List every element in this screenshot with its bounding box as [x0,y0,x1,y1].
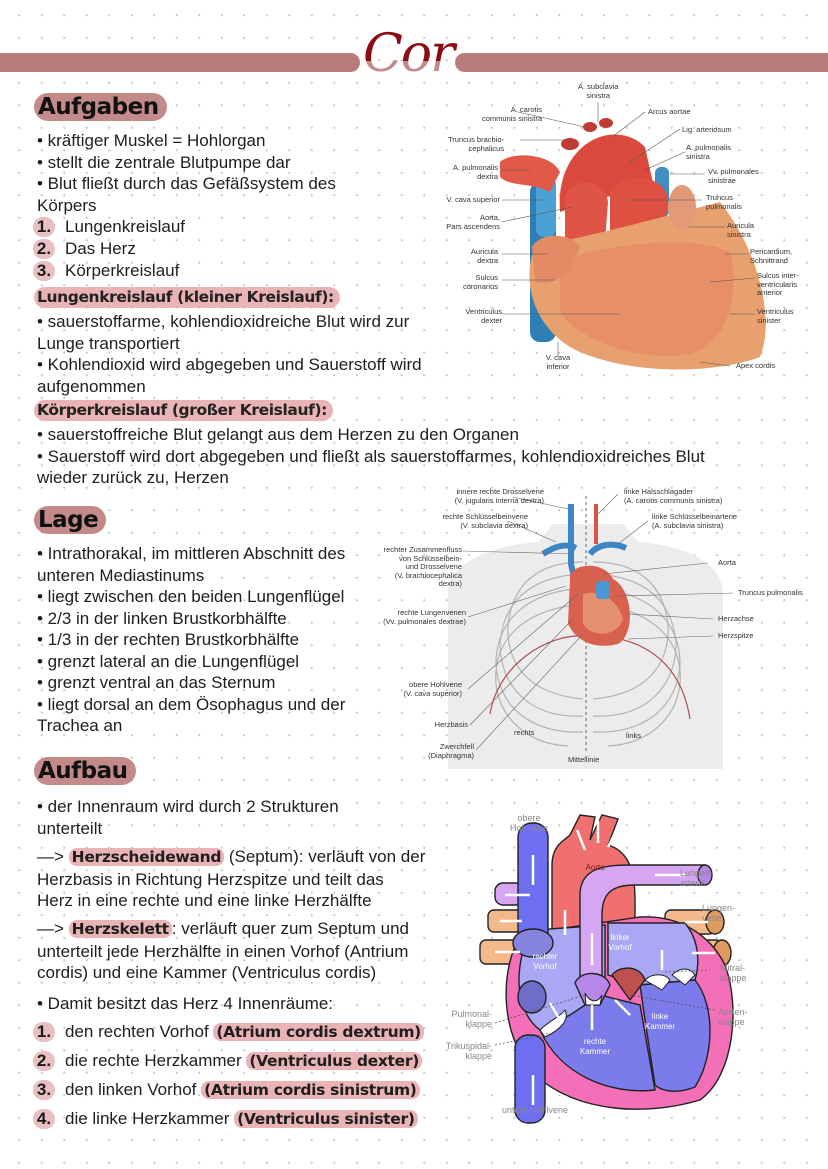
label-herzspitze: Herzspitze [718,631,754,640]
list-number: 1. [33,217,55,237]
aufgaben-bullet: Körpers [37,195,97,215]
text-line: • liegt dorsal an dem Ösophagus und der [37,694,346,714]
list-number: 3. [33,261,55,281]
text-line: • Kohlendioxid wird abgegeben und Sauerstoff wird [37,355,422,374]
label-vv-pulmonales-dextrae: rechte Lungenvenen (Vv. pulmonales dextrae) [383,608,466,626]
aufgaben-list-item [33,238,136,260]
aufbau-septum [37,846,425,912]
text-line: • 1/3 in der rechten Brustkorbhälfte [37,630,300,649]
label-v-cava-inferior: V. cava inferior [545,353,571,371]
label-lungenvene: Lungen- vene [702,903,736,923]
section-heading-lage: Lage [34,506,106,534]
text-line: aufgenommen [37,376,146,396]
label-ventriculus-dexter: Ventriculus dexter [465,307,502,325]
chamber-list-item [33,1108,418,1131]
text-line: • sauerstoffreiche Blut gelangt aus dem Herzen zu den Organen [37,425,519,444]
text-line: unteren Mediastinums [37,565,205,585]
label-herzbasis: Herzbasis [434,720,468,729]
label-truncus-brachiocephalicus: Truncus brachio- cephalicus [448,135,504,153]
list-item-text: Das Herz [65,239,136,258]
text-line: • liegt zwischen den beiden Lungenflügel [37,587,345,606]
heart-anatomy-figure [440,82,828,380]
label-aorta-schematic: Aorta [585,863,605,872]
section-heading-aufbau: Aufbau [34,757,136,785]
latin-term-highlight: (Ventriculus sinister) [234,1110,418,1128]
label-a-pulmonalis-sinistra: A. pulmonalis sinistra [686,143,732,161]
text-line: Herzbasis in Richtung Herzspitze und teilt das [37,869,384,889]
label-v-jugularis-interna: innere rechte Drosselvene (V. jugularis interna dextra) [454,487,544,505]
label-v-brachiocephalica: rechter Zusammenfluss von Schlüsselbein- und Drosselvene (V. brachiocephalica dextra) [383,545,462,588]
header-banner-left [0,53,360,72]
list-number: 2. [33,1051,55,1071]
list-item-text: die rechte Herzkammer [65,1051,247,1070]
aufbau-skelett [37,918,409,984]
list-number: 3. [33,1080,55,1100]
heart-anatomy-illustration [440,82,828,380]
text-fragment: : verläuft quer zum Septum und [171,919,409,938]
label-v-cava-superior-2: obere Hohlvene (V. cava superior) [403,680,462,698]
label-pericardium: Pericardium, Schnittrand [750,247,793,265]
list-number: 4. [33,1109,55,1129]
label-a-subclavia-sinistra: A. subclavia sinistra [578,82,619,100]
aufgaben-list-item [33,260,179,282]
text-line: • grenzt ventral an das Sternum [37,673,276,692]
subheading-koerperkreislauf: Körperkreislauf (großer Kreislauf): [34,400,333,421]
label-lig-arteriosum: Lig. arteriosum [682,125,732,134]
aufgaben-bullet: • Blut fließt durch das Gefäßsystem des [37,174,336,193]
header-banner-right [455,53,828,72]
page-title: Cor [358,18,458,90]
subheading-lungenkreislauf: Lungenkreislauf (kleiner Kreislauf): [34,287,340,308]
text-line: unterteilt [37,818,103,838]
label-auricula-dextra: Auricula dextra [470,247,498,265]
label-mitralklappe: Mitral- klappe [720,963,747,983]
list-number: 2. [33,239,55,259]
text-line: wieder zurück zu, Herzen [37,468,229,487]
label-aorta-pars-ascendens: Aorta, Pars ascendens [446,213,500,231]
list-item-text: die linke Herzkammer [65,1109,235,1128]
list-item-text: den linken Vorhof [65,1080,202,1099]
label-herzachse: Herzachse [718,614,754,623]
term-highlight-herzscheidewand: Herzscheidewand [69,848,224,866]
text-line: Trachea an [37,716,123,735]
term-highlight-herzskelett: Herzskelett [69,920,172,938]
label-truncus-pulmonalis: Truncus pulmonalis [706,193,742,211]
label-a-carotis: A. carotis communis sinistra [481,105,542,123]
label-v-cava-superior: V. cava superior [446,195,500,204]
label-obere-hohlvene: obere Hohlvene [509,813,549,833]
label-untere-hohlvene: untere Hohlvene [501,1105,569,1115]
label-aorta-2: Aorta [718,558,736,567]
label-rechts: rechts [514,728,535,737]
list-number: 1. [33,1022,55,1042]
koerperkreislauf-text [37,424,705,489]
text-line: cordis) und eine Kammer (Ventriculus cordis) [37,963,377,982]
label-vv-pulmonales-sinistrae: Vv. pulmonales sinistrae [708,167,759,185]
lungenkreislauf-text [37,311,422,397]
list-item-text: Lungenkreislauf [65,217,186,236]
label-a-subclavia-sinistra-2: linke Schlüsselbeinarterie (A. subclavia sinistra) [652,512,738,530]
aufbau-intro [37,796,339,839]
latin-term-highlight: (Atrium cordis dextrum) [213,1023,424,1041]
label-arcus-aortae: Arcus aortae [648,107,691,116]
label-apex-cordis: Apex cordis [736,361,776,370]
label-linke-kammer: linke Kammer [644,1012,676,1031]
section-heading-aufgaben: Aufgaben [34,93,167,121]
label-a-carotis-communis: linke Halsschlagader (A. carotis communis sinistra) [624,487,723,505]
arrow-symbol: —> [37,847,64,866]
text-line: • grenzt lateral an die Lungenflügel [37,651,300,671]
aufbau-summary: • Damit besitzt das Herz 4 Innenräume: [37,994,334,1013]
aufgaben-bullets [37,130,336,216]
thorax-position-figure [378,484,828,769]
label-links: links [626,731,642,740]
label-rechte-kammer: rechte Kammer [579,1037,611,1056]
text-line: Lunge transportiert [37,333,180,353]
heart-schematic-figure [440,805,770,1125]
label-a-pulmonalis-dextra: A. pulmonalis dextra [452,163,498,181]
label-trikuspidalklappe: Trikuspidal- klappe [445,1041,492,1061]
label-auricula-sinistra: Auricula sinistra [727,221,755,239]
text-line [37,846,425,869]
label-lungenarterie: Lungen- arterie [680,868,714,888]
text-line: • Sauerstoff wird dort abgegeben und fließt als sauerstoffarmes, kohlendioxidreiches Blut [37,446,705,466]
chamber-list-item [33,1021,424,1044]
label-truncus-pulmonalis-2: Truncus pulmonalis [738,588,803,597]
label-rechter-vorhof: rechter Vorhof [532,952,558,971]
text-line: • 2/3 in der linken Brustkorbhälfte [37,608,287,628]
latin-term-highlight: (Atrium cordis sinistrum) [201,1081,419,1099]
text-line: Herz in eine rechte und eine linke Herzhälfte [37,891,372,910]
text-line: unterteilt jede Herzhälfte in einen Vorhof (Antrium [37,941,409,961]
text-line: • der Innenraum wird durch 2 Strukturen [37,797,339,816]
chamber-list-item [33,1050,422,1073]
text-line [37,918,409,941]
text-line: • sauerstoffarme, kohlendioxidreiche Blut wird zur [37,312,410,331]
label-v-subclavia-dextra: rechte Schlüsselbeinvene (V. subclavia dextra) [442,512,528,530]
label-linker-vorhof: linker Vorhof [608,933,632,952]
chamber-list-item [33,1079,420,1102]
aufgaben-bullet: • stellt die zentrale Blutpumpe dar [37,152,291,172]
arrow-symbol: —> [37,919,64,938]
list-item-text: den rechten Vorhof [65,1022,214,1041]
list-item-text: Körperkreislauf [65,261,180,280]
aufgaben-bullet: • kräftiger Muskel = Hohlorgan [37,131,266,150]
lage-text [37,543,345,737]
label-zwerchfell: Zwerchfell (Diaphragma) [428,742,474,760]
label-pulmonalklappe: Pulmonal- klappe [451,1009,492,1029]
label-mittellinie: Mittellinie [568,755,600,764]
label-sulcus-interventricularis: Sulcus inter- ventricularis anterior [757,271,799,297]
latin-term-highlight: (Ventriculus dexter) [246,1052,422,1070]
label-aortenklappe: Aorten- klappe [718,1007,748,1027]
aufgaben-list-item [33,216,185,238]
text-fragment: (Septum): verläuft von der [224,847,426,866]
label-ventriculus-sinister: Ventriculus sinister [757,307,794,325]
text-line: • Intrathorakal, im mittleren Abschnitt des [37,544,346,563]
label-sulcus-coronarius: Sulcus coronarius [462,273,498,291]
